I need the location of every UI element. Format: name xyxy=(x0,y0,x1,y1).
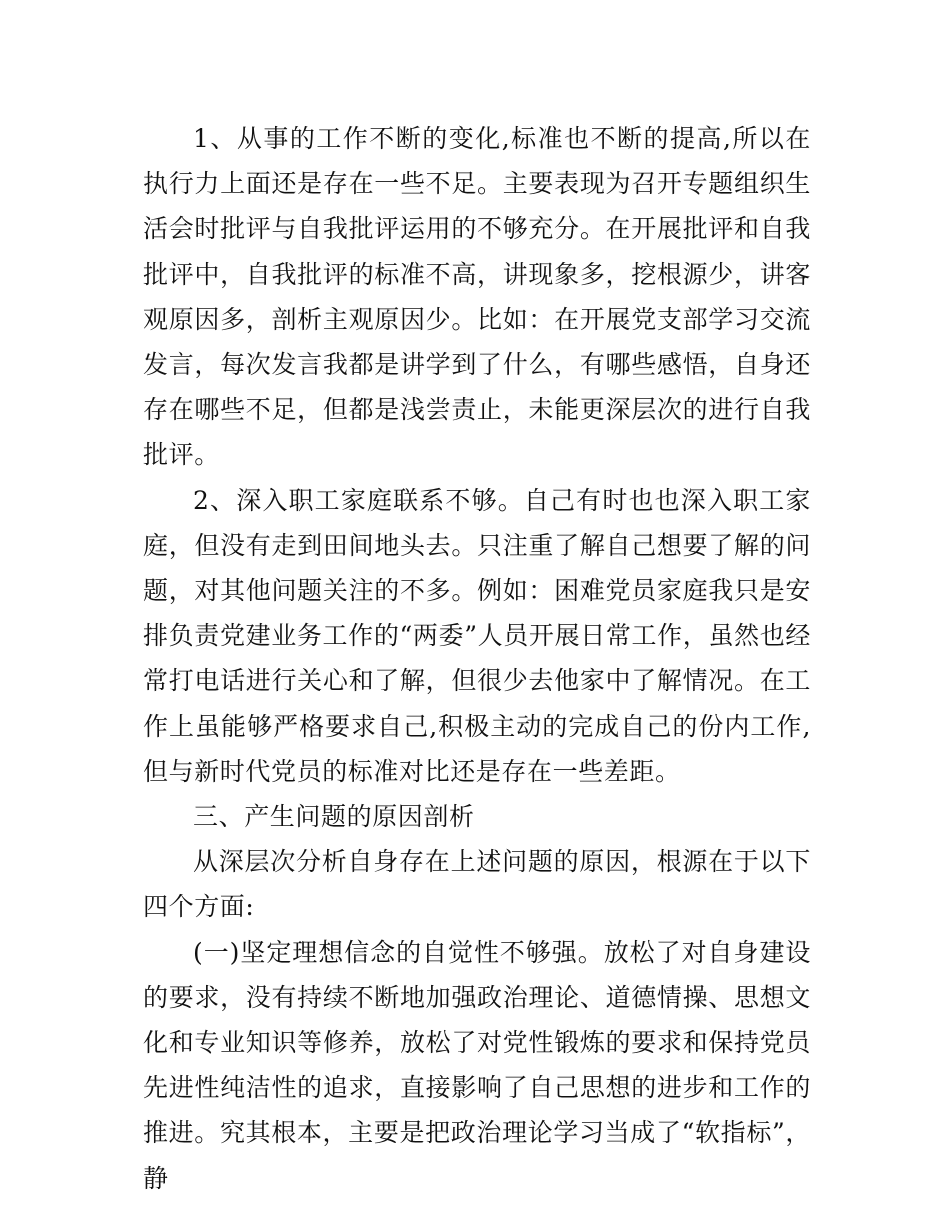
paragraph-execution-shortfall: 1、从事的工作不断的变化,标准也不断的提高,所以在执行力上面还是存在一些不足。主要表现为召开专题组织生活会时批评与自我批评运用的不够充分。在开展批评和自我批评中，自我批评的标准不高，讲现象多，挖根源少，讲客观原因多，剖析主观原因少。比如：在开展党支部学习交流发言，每次发言我都是讲学到了什么，有哪些感悟，自身还存在哪些不足，但都是浅尝责止，未能更深层次的进行自我批评。 xyxy=(143,124,811,470)
paragraph-analysis-intro: 从深层次分析自身存在上述问题的原因，根源在于以下四个方面: xyxy=(143,847,811,922)
document-body xyxy=(143,116,811,1201)
paragraph-ideals-belief: (一)坚定理想信念的自觉性不够强。放松了对自身建设的要求，没有持续不断地加强政治理论、道德情操、思想文化和专业知识等修养，放松了对党性锻炼的要求和保持党员先进性纯洁性的追求，直接影响了自己思想的进步和工作的推进。究其根本，主要是把政治理论学习当成了“软指标”，静 xyxy=(143,937,811,1193)
section-heading-cause-analysis: 三、产生问题的原因剖析 xyxy=(193,802,475,832)
paragraph-family-contact: 2、深入职工家庭联系不够。自己有时也也深入职工家庭，但没有走到田间地头去。只注重了解自己想要了解的问题，对其他问题关注的不多。例如：困难党员家庭我只是安排负责党建业务工作的“两委”人员开展日常工作，虽然也经常打电话进行关心和了解，但很少去他家中了解情况。在工作上虽能够严格要求自己,积极主动的完成自己的份内工作,但与新时代党员的标准对比还是存在一些差距。 xyxy=(143,485,811,786)
